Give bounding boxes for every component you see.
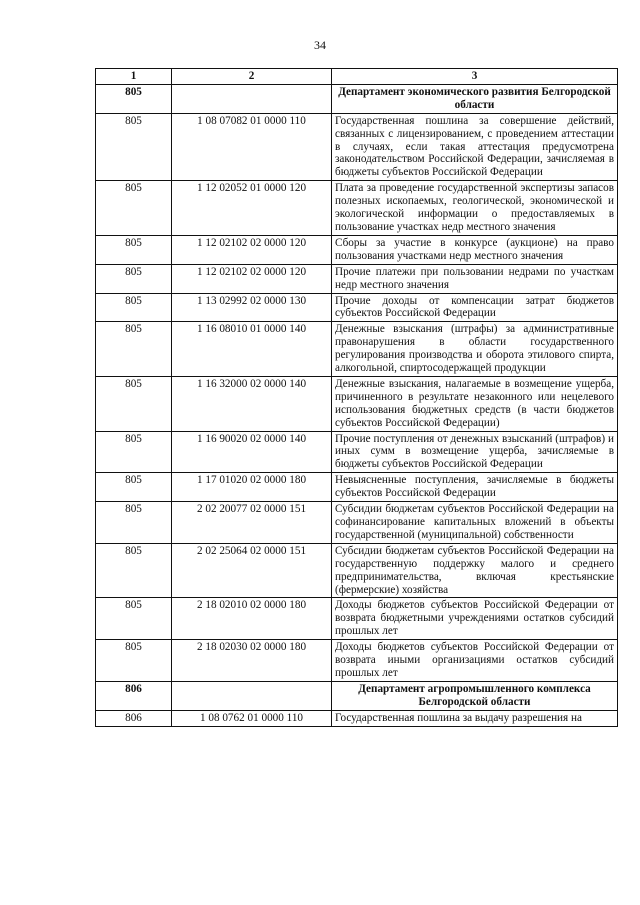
description-cell: Невыясненные поступления, зачисляемые в бюджеты субъектов Российской Федерации	[332, 473, 618, 502]
table-row	[96, 543, 618, 598]
description-cell: Прочие платежи при пользовании недрами по участкам недр местного значения	[332, 264, 618, 293]
revenue-code-cell: 1 16 32000 02 0000 140	[172, 376, 332, 431]
revenue-code-cell: 1 13 02992 02 0000 130	[172, 293, 332, 322]
description-cell: Прочие поступления от денежных взысканий (штрафов) и иных сумм в возмещение ущерба, зачисляемые в бюджеты субъектов Российской Федерации	[332, 431, 618, 473]
description-cell: Государственная пошлина за совершение действий, связанных с лицензированием, с проведением аттестации в случаях, если такая аттестация предусмотрена законодательством Российской Федерации, зачисляемая в бюджеты субъектов Российской Федерации	[332, 113, 618, 181]
admin-code-cell: 805	[96, 431, 172, 473]
admin-code-cell: 805	[96, 322, 172, 377]
table-row	[96, 322, 618, 377]
revenue-code-cell: 1 08 0762 01 0000 110	[172, 710, 332, 726]
table-row	[96, 113, 618, 181]
admin-code-cell: 805	[96, 293, 172, 322]
admin-code-cell: 805	[96, 181, 172, 236]
description-cell: Прочие доходы от компенсации затрат бюджетов субъектов Российской Федерации	[332, 293, 618, 322]
revenue-code-cell: 2 18 02030 02 0000 180	[172, 640, 332, 682]
revenue-code-cell: 2 18 02010 02 0000 180	[172, 598, 332, 640]
description-cell: Сборы за участие в конкурсе (аукционе) на право пользования участками недр местного значения	[332, 235, 618, 264]
table-row	[96, 502, 618, 544]
admin-code-cell: 805	[96, 84, 172, 113]
table-row	[96, 640, 618, 682]
admin-code-cell: 805	[96, 502, 172, 544]
description-cell: Департамент экономического развития Белгородской области	[332, 84, 618, 113]
revenue-code-cell: 1 12 02052 01 0000 120	[172, 181, 332, 236]
header-cell-1: 1	[96, 69, 172, 85]
page-number: 34	[314, 38, 326, 52]
revenue-code-cell: 1 17 01020 02 0000 180	[172, 473, 332, 502]
revenue-code-cell: 1 12 02102 02 0000 120	[172, 264, 332, 293]
revenue-code-cell: 1 16 08010 01 0000 140	[172, 322, 332, 377]
admin-code-cell: 805	[96, 543, 172, 598]
description-cell: Плата за проведение государственной экспертизы запасов полезных ископаемых, геологической, экономической и экологической информации о предоставляемых в пользование участках недр местного значения	[332, 181, 618, 236]
revenue-code-cell: 2 02 20077 02 0000 151	[172, 502, 332, 544]
description-cell: Доходы бюджетов субъектов Российской Федерации от возврата бюджетными учреждениями остатков субсидий прошлых лет	[332, 598, 618, 640]
description-cell: Доходы бюджетов субъектов Российской Федерации от возврата иными организациями остатков субсидий прошлых лет	[332, 640, 618, 682]
admin-code-cell: 806	[96, 710, 172, 726]
revenue-code-cell	[172, 84, 332, 113]
table-row	[96, 264, 618, 293]
revenue-code-cell: 2 02 25064 02 0000 151	[172, 543, 332, 598]
revenue-code-cell: 1 08 07082 01 0000 110	[172, 113, 332, 181]
table-row	[96, 376, 618, 431]
revenue-code-cell	[172, 681, 332, 710]
department-header-row	[96, 84, 618, 113]
department-header-row	[96, 681, 618, 710]
table-row	[96, 473, 618, 502]
description-cell: Департамент агропромышленного комплекса Белгородской области	[332, 681, 618, 710]
table-row	[96, 431, 618, 473]
table-row	[96, 710, 618, 726]
admin-code-cell: 805	[96, 376, 172, 431]
admin-code-cell: 805	[96, 264, 172, 293]
admin-code-cell: 805	[96, 598, 172, 640]
revenue-code-cell: 1 12 02102 02 0000 120	[172, 235, 332, 264]
header-cell-3: 3	[332, 69, 618, 85]
admin-code-cell: 806	[96, 681, 172, 710]
revenue-codes-table	[95, 68, 618, 727]
description-cell: Денежные взыскания (штрафы) за административные правонарушения в области государственного регулирования производства и оборота этилового спирта, алкогольной, спиртосодержащей продукции	[332, 322, 618, 377]
admin-code-cell: 805	[96, 640, 172, 682]
table-row	[96, 293, 618, 322]
description-cell: Денежные взыскания, налагаемые в возмещение ущерба, причиненного в результате незаконного или нецелевого использования бюджетных средств (в части бюджетов субъектов Российской Федерации)	[332, 376, 618, 431]
description-cell: Субсидии бюджетам субъектов Российской Федерации на софинансирование капитальных вложений в объекты государственной (муниципальной) собственности	[332, 502, 618, 544]
admin-code-cell: 805	[96, 113, 172, 181]
description-cell: Государственная пошлина за выдачу разрешения на	[332, 710, 618, 726]
admin-code-cell: 805	[96, 235, 172, 264]
header-cell-2: 2	[172, 69, 332, 85]
table-row	[96, 181, 618, 236]
table-header-row	[96, 69, 618, 85]
table-body	[96, 69, 618, 727]
description-cell: Субсидии бюджетам субъектов Российской Федерации на государственную поддержку малого и среднего предпринимательства, включая крестьянские (фермерские) хозяйства	[332, 543, 618, 598]
table-row	[96, 598, 618, 640]
table-row	[96, 235, 618, 264]
revenue-code-cell: 1 16 90020 02 0000 140	[172, 431, 332, 473]
admin-code-cell: 805	[96, 473, 172, 502]
